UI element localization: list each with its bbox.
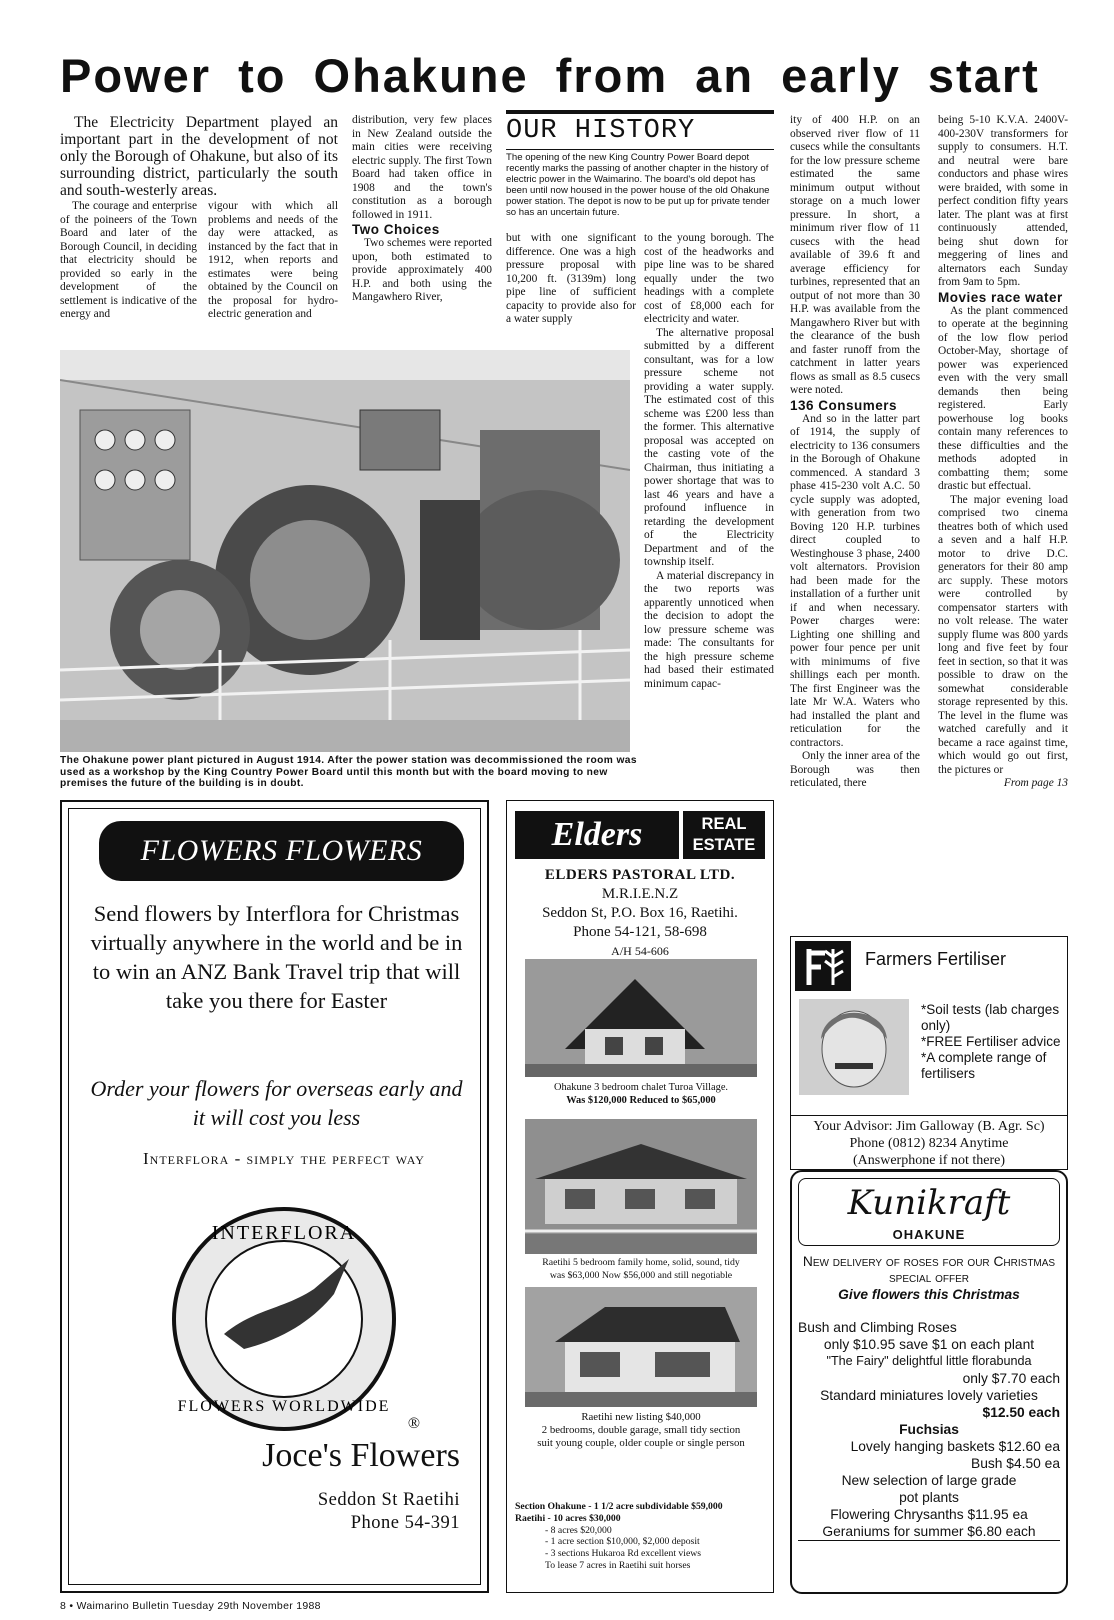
page-footer: 8 • Waimarino Bulletin Tuesday 29th November 1988	[60, 1600, 321, 1612]
chrysanths: Flowering Chrysanths $11.95 ea	[830, 1507, 1028, 1522]
listing-2-line-b: was $63,000 Now $56,000 and still negotiable	[549, 1269, 733, 1281]
list-item: - 3 sections Hukaroa Rd excellent views	[545, 1548, 702, 1560]
leaf-icon	[795, 941, 851, 991]
roses-heading: Bush and Climbing Roses	[798, 1320, 957, 1335]
flowers-slogan: Interflora - simply the perfect way	[143, 1149, 425, 1168]
list-item: To lease 7 acres in Raetihi suit horses	[545, 1559, 691, 1571]
advisor-portrait	[799, 999, 909, 1095]
listing-3-caption	[511, 1411, 771, 1450]
list-item: Section Ohakune - 1 1/2 acre subdividable $59,000	[515, 1501, 723, 1512]
fairy-rose: "The Fairy" delightful little florabunda	[826, 1354, 1032, 1368]
col4-text: but with one significant difference. One was a high pressure proposal with 10,200 ft. (3139m) long pipe line of sufficient capacity to provide also for a water supply	[506, 232, 636, 325]
service-item: *A complete range of fertilisers	[921, 1050, 1047, 1081]
fuchsias-heading: Fuchsias	[899, 1422, 959, 1437]
flowers-address	[318, 1489, 460, 1535]
house-photo-1	[525, 959, 757, 1077]
subhead-136-consumers: 136 Consumers	[790, 397, 898, 413]
family-home-illustration	[525, 1119, 757, 1254]
elders-logo: Elders	[515, 811, 679, 859]
subhead-two-choices: Two Choices	[352, 222, 440, 237]
listing-1-caption	[511, 1082, 771, 1107]
elders-mrienz: M.R.I.E.N.Z	[601, 886, 679, 902]
list-item: Raetihi - 10 acres $30,000	[515, 1512, 621, 1524]
service-item: *FREE Fertiliser advice	[921, 1034, 1061, 1049]
article-column-5	[644, 232, 774, 691]
col5b-text: The alternative proposal submitted by a different consultant, was for a low pressure scheme not providing a water supply. The estimated cost of this scheme was £200 less than the former. This alternative proposal was accepted on the casting vote of the Chairman, thus initiating a power shortage that was to last 46 years and have a profound influence in retarding the development of the Electricity Department and of the township itself.	[644, 326, 774, 568]
house-photo-3	[525, 1287, 757, 1407]
flowers-advert-frame	[68, 808, 481, 1585]
elders-phone: Phone 54-121, 58-698	[573, 924, 707, 940]
real-estate-badge	[683, 811, 765, 859]
bungalow-illustration	[525, 1287, 757, 1407]
col6a-text: ity of 400 H.P. on an observed river flow of 11 cusecs while the consultants for the low pressure scheme estimated the same minimum output without storage on a much lower pressure. In short, a minimum river flow of 11 cusecs with the head available of 39.6 ft and average efficiency for turbines, represented that an output of not more than 30 H.P. was available from the Mangawhero River but with the clearance of the bush and faster runoff from the catchment in latter years flows as small as 8.5 cusecs were noted.	[790, 114, 920, 396]
col5a-text: to the young borough. The cost of the headworks and pipe line was to be shared equally under the two headings with a complete cost of £8,000 each for electricity and water.	[644, 232, 774, 325]
flowers-shop-name: Joce's Flowers	[262, 1437, 460, 1474]
flowers-body: Send flowers by Interflora for Christmas virtually anywhere in the world and be in to win an ANZ Bank Travel trip that will take you there for Easter	[90, 901, 463, 1013]
logo-bottom-text: FLOWERS WORLDWIDE	[177, 1398, 391, 1415]
registered-mark: ®	[407, 1415, 420, 1432]
flowers-advert	[60, 800, 489, 1593]
listing-2-line-a: Raetihi 5 bedroom family home, solid, sound, tidy	[542, 1257, 740, 1268]
elders-company: ELDERS PASTORAL LTD.	[544, 867, 736, 883]
elders-advert	[506, 800, 774, 1593]
bush-fuchsias: Bush $4.50 ea	[971, 1456, 1060, 1471]
history-intro: The opening of the new King Country Power Board depot recently marks the passing of another chapter in the history of electric power in the Waimarino. The board's old depot has been until now housed in the power house of the old Ohakune power station. The depot is now to be put up for private tender so has an uncertain future.	[506, 152, 770, 218]
listing-1-line-a: Ohakune 3 bedroom chalet Turoa Village.	[553, 1082, 729, 1093]
list-item: - 1 acre section $10,000, $2,000 deposit	[545, 1536, 700, 1548]
logo-top-text: INTERFLORA	[211, 1222, 357, 1244]
miniatures: Standard miniatures lovely varieties	[820, 1388, 1038, 1403]
kunikraft-advert	[790, 1170, 1068, 1594]
col5c-text: A material discrepancy in the two reports was apparently unnoticed when the decision to adopt the low pressure scheme was made: The consultants for the high pressure scheme had based their estimated minimum capac-	[644, 569, 774, 690]
col3b-text: Two schemes were reported upon, both estimated to provide approximately 400 H.P. and both using the Mangawhero River,	[352, 237, 492, 303]
elders-address: Seddon St, P.O. Box 16, Raetihi.	[542, 905, 738, 921]
history-title: OUR HISTORY	[506, 116, 696, 146]
real-label: REAL	[701, 815, 747, 833]
kunikraft-header	[798, 1178, 1060, 1246]
miniatures-price: $12.50 each	[982, 1405, 1060, 1420]
subhead-movies-race-water: Movies race water	[938, 289, 1063, 305]
advisor-photo	[799, 999, 909, 1095]
listing-3-line-b: 2 bedrooms, double garage, small tidy section	[541, 1424, 741, 1436]
farmers-title: Farmers Fertiliser	[865, 949, 1007, 969]
farmers-contact	[790, 1116, 1068, 1170]
geraniums: Geraniums for summer $6.80 each	[798, 1523, 1060, 1541]
history-rule	[506, 110, 774, 114]
flowers-phone: Phone 54-391	[350, 1513, 460, 1533]
continued-from: From page 13	[1003, 777, 1068, 789]
col1-text: The courage and enterprise of the poineers of the Town Board and later of the Borough Council, in deciding that electricity should be provided so early in the development of the settlement is indicative of the energy and	[60, 200, 197, 320]
col6b-text: And so in the latter part of 1914, the supply of electricity to 136 consumers in the Borough of Ohakune commenced. A standard 3 phase 415-230 volt A.C. 50 cycle supply was adopted, with generation from two Boving 120 H.P. turbines direct coupled to Westinghouse 3 phase, 2400 volt alternators. Provision had been made for the installation of a further unit if and when necessary. Power charges were: Lighting one shilling and power four pence per unit with minimums of five shillings each per month. The first Engineer was the late Mr W.A. Waters who had installed the plant and reticulation for the contractors.	[790, 412, 920, 749]
col7c-text: The major evening load comprised two cinema theatres both of which used a seven and a half H.P. motor to drive D.C. generators for their 80 amp arc supply. These motors were controlled by compensator starters with no volt release. The water supply flume was 800 yards long and five feet by four feet in section, so that it was possible to draw on the somewhat considerable storage represented by this. The level in the flume was watched carefully and it became a race against time, which would go out first, the pictures or	[938, 493, 1068, 776]
lead-paragraph: The Electricity Department played an important part in the development of not only the Borough of Ohakune, but also of its surrounding district, particularly the south and south-westerly areas.	[60, 114, 338, 199]
kunikraft-offer-line: New delivery of roses for our Christmas special offer	[802, 1254, 1056, 1285]
listing-1-line-b: Was $120,000 Reduced to $65,000	[566, 1094, 716, 1106]
farmers-advert	[790, 936, 1068, 1116]
house-photo-2	[525, 1119, 757, 1254]
kunikraft-offers	[798, 1254, 1060, 1541]
elders-contact	[507, 866, 773, 961]
power-plant-photo	[60, 350, 630, 752]
kunikraft-location: OHAKUNE	[892, 1227, 966, 1242]
article-column-1	[60, 200, 197, 322]
roses-price: only $10.95 save $1 on each plant	[823, 1337, 1035, 1352]
listing-3-line-c: suit young couple, older couple or single person	[537, 1437, 745, 1449]
advisor-name: Your Advisor: Jim Galloway (B. Agr. Sc)	[813, 1119, 1045, 1134]
estate-label: ESTATE	[692, 836, 756, 854]
photo-caption: The Ohakune power plant pictured in August 1914. After the power station was decommissioned the room was used as a workshop by the King Country Power Board until this month but with the board moving to new premises the future of the building is in doubt.	[60, 755, 637, 789]
col6c-text: Only the inner area of the Borough was then reticulated, there	[790, 750, 920, 789]
list-item: - 8 acres $20,000	[545, 1524, 612, 1536]
article-column-2	[208, 200, 338, 322]
history-underline	[506, 149, 774, 150]
large-grade: New selection of large grade	[841, 1473, 1017, 1488]
article-column-3	[352, 114, 492, 305]
article-column-7	[938, 114, 1068, 791]
col7a-text: being 5-10 K.V.A. 2400V-400-230V transformers for supply to consumers. H.T. and neutral were bare conductors and phase wires were braided, with some in perfect condition fifty years later. The plant was at first continuously attended, being shut down for meggering of lines and alternators each Sunday from 9am to 5pm.	[938, 114, 1068, 288]
interflora-seal	[164, 1199, 404, 1439]
elders-after-hours: A/H 54-606	[611, 944, 669, 958]
farmers-services	[921, 1002, 1061, 1082]
flowers-street: Seddon St Raetihi	[317, 1490, 460, 1510]
kunikraft-title: Kunikraft	[847, 1183, 1011, 1223]
flowers-italic: Order your flowers for overseas early and it will cost you less	[90, 1076, 463, 1130]
interflora-logo	[164, 1199, 420, 1439]
flowers-title: FLOWERS FLOWERS	[99, 821, 464, 881]
elders-section-list	[515, 1501, 771, 1572]
article-column-6	[790, 114, 920, 791]
kunikraft-tagline: Give flowers this Christmas	[838, 1287, 1020, 1302]
chalet-illustration	[525, 959, 757, 1077]
listing-2-caption	[511, 1257, 771, 1282]
listing-3-line-a: Raetihi new listing $40,000	[581, 1411, 701, 1423]
col2-text: vigour with which all problems and needs of the day were attacked, as instanced by the fact that in 1912, when reports and estimates were being obtained by the Council on the proposal for hydro-electric generation and	[208, 200, 338, 320]
col7b-text: As the plant commenced to operate at the beginning of the low flow period October-May, shortage of power was experienced even with the very small demands then being registered. Early powerhouse log books contain many references to these difficulties and the methods adopted in combatting them; some drastic but effectual.	[938, 304, 1068, 492]
hanging-baskets: Lovely hanging baskets $12.60 ea	[850, 1439, 1060, 1454]
article-column-4	[506, 232, 636, 327]
pot-plants: pot plants	[899, 1490, 959, 1505]
farmers-logo	[795, 941, 851, 991]
advisor-answerphone: (Answerphone if not there)	[852, 1153, 1005, 1168]
fairy-price: only $7.70 each	[962, 1371, 1060, 1386]
advisor-phone: Phone (0812) 8234 Anytime	[849, 1136, 1009, 1151]
service-item: *Soil tests (lab charges only)	[921, 1002, 1060, 1033]
headline: Power to Ohakune from an early start	[60, 49, 1040, 102]
power-plant-illustration	[60, 350, 630, 752]
col3a-text: distribution, very few places in New Zealand outside the main cities were receiving electric supply. The first Town Board had taken office in 1908 and the town's constitution as a borough followed in 1911.	[352, 114, 492, 221]
